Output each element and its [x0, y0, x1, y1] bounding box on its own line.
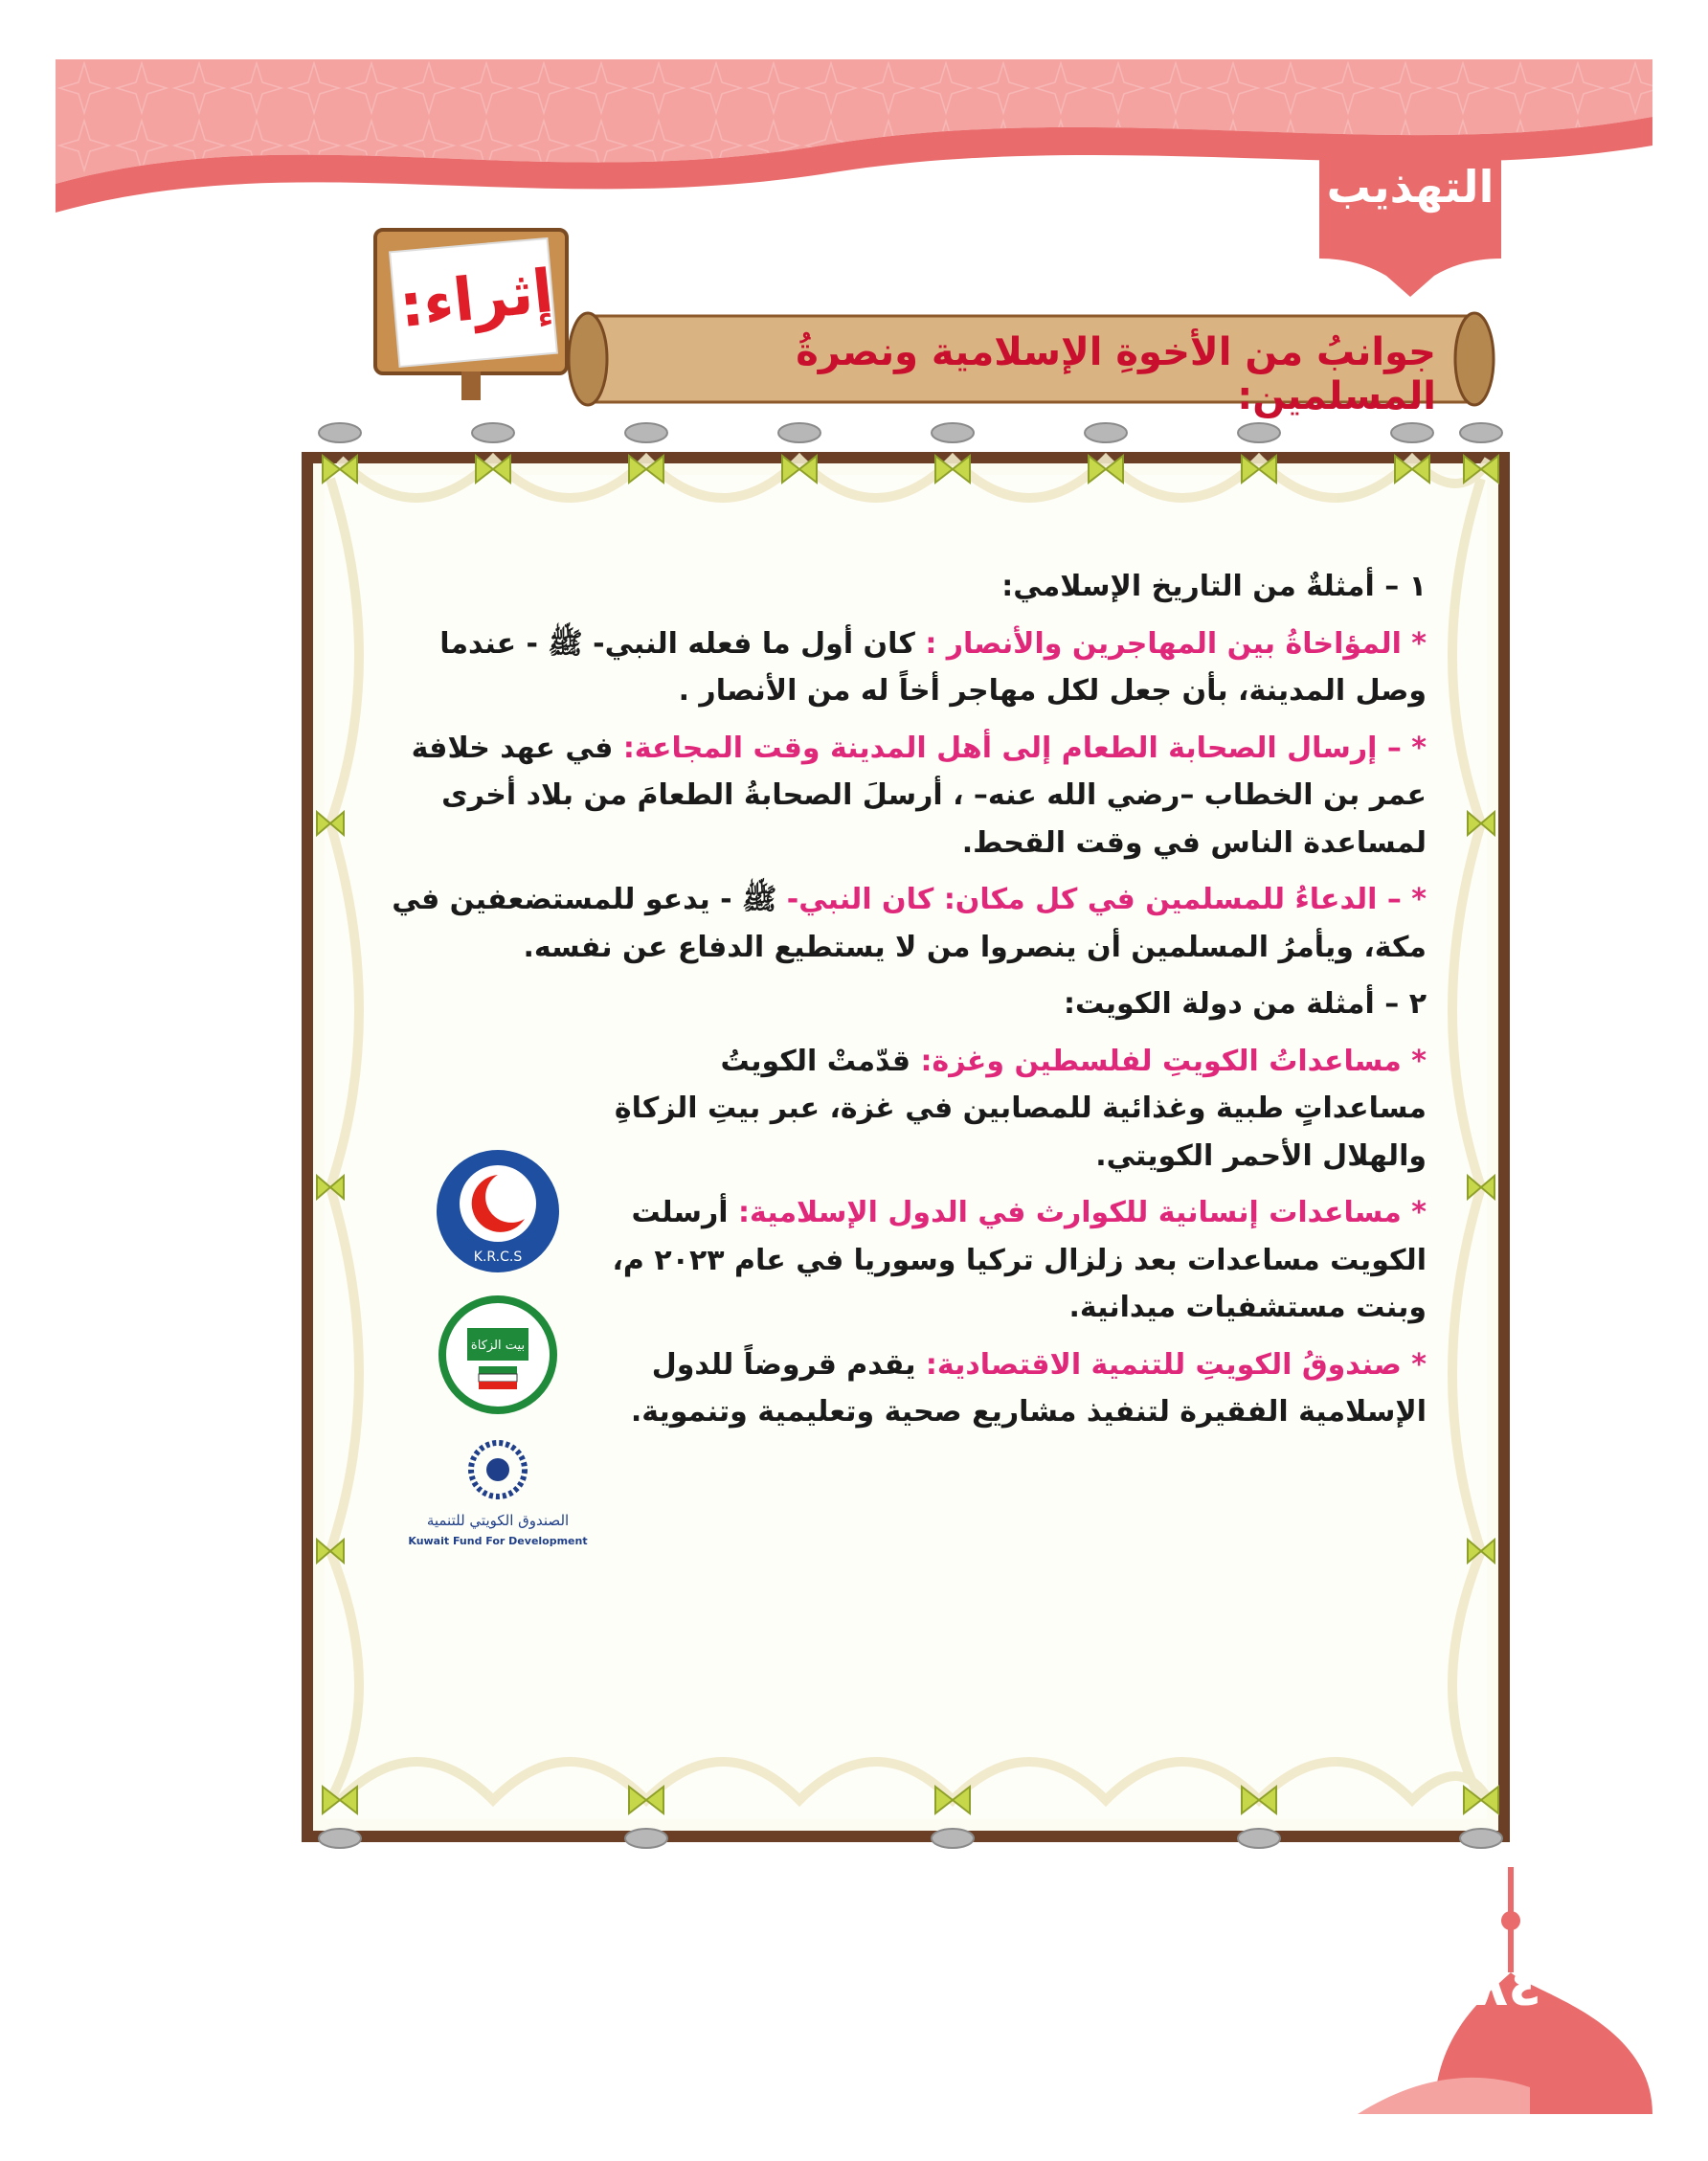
item-title: * المؤاخاةُ بين المهاجرين والأنصار : — [925, 626, 1427, 661]
section2-item-1 — [603, 1038, 1427, 1181]
section2-item-3 — [603, 1341, 1427, 1436]
section1-item-3 — [383, 876, 1427, 971]
item-body: قدّمتْ الكويتُ مساعداتٍ طبية وغذائية للمصابين في غزة، عبر بيتِ الزكاةِ والهلال الأحمر الكويتي. — [614, 1044, 1427, 1173]
zakat-house-logo — [442, 1299, 553, 1410]
fund-arabic-label: الصندوق الكويتي للتنمية — [426, 1512, 570, 1529]
item-title: * مساعدات إنسانية للكوارث في الدول الإسلامية: — [738, 1196, 1427, 1229]
section2-heading: ٢ – أمثلة من دولة الكويت: — [1064, 987, 1427, 1021]
zakat-label: بيت الزكاة — [470, 1339, 526, 1353]
logos-svg — [402, 1144, 594, 1565]
section1-heading: ١ – أمثلةٌ من التاريخ الإسلامي: — [1001, 570, 1427, 603]
item-title: * – إرسال الصحابة الطعام إلى أهل المدينة وقت المجاعة: — [622, 731, 1427, 765]
fund-english-label: Kuwait Fund For Development — [408, 1535, 588, 1547]
section1-item-2 — [383, 725, 1427, 867]
krcs-label: K.R.C.S — [473, 1249, 523, 1265]
item-body: كان أول ما فعله النبي- ﷺ - عندما وصل المدينة، بأن جعل لكل مهاجر أخاً له من الأنصار . — [439, 626, 1427, 708]
subject-title: التهذيب — [1326, 161, 1494, 213]
item-title: * مساعداتُ الكويتِ لفلسطين وغزة: — [920, 1044, 1427, 1078]
item-body: ﷺ - يدعو للمستضعفين في مكة، ويأمرُ المسلمين أن ينصروا من لا يستطيع الدفاع عن نفسه. — [392, 883, 1427, 964]
kuwait-fund-logo — [408, 1443, 587, 1547]
section2-item-2 — [603, 1189, 1427, 1332]
item-title: * صندوقُ الكويتِ للتنمية الاقتصادية: — [925, 1347, 1427, 1382]
organization-logos — [402, 1144, 594, 1565]
section2-items — [603, 1038, 1427, 1436]
krcs-logo — [437, 1150, 559, 1272]
item-title: * – الدعاءُ للمسلمين في كل مكان: كان النبي- — [786, 883, 1427, 916]
banner-title: جوانبُ من الأخوةِ الإسلامية ونصرةُ المسلمين: — [796, 330, 1436, 418]
item-body: في عهد خلافة عمر بن الخطاب –رضي الله عنه– ، أرسلَ الصحابةُ الطعامَ من بلاد أخرى لمساعدة الناس في وقت القحط. — [411, 731, 1427, 860]
section1-item-1 — [383, 620, 1427, 715]
item-body: أرسلت الكويت مساعدات بعد زلزال تركيا وسوريا في عام ٢٠٢٣ م، وبنت مستشفيات ميدانية. — [612, 1196, 1427, 1324]
page-number: ٨٤ — [1473, 1953, 1542, 2018]
item-body: يقدم قروضاً للدول الإسلامية الفقيرة لتنفيذ مشاريع صحية وتعليمية وتنموية. — [630, 1347, 1427, 1429]
enrichment-label: إثراء: — [395, 255, 557, 342]
